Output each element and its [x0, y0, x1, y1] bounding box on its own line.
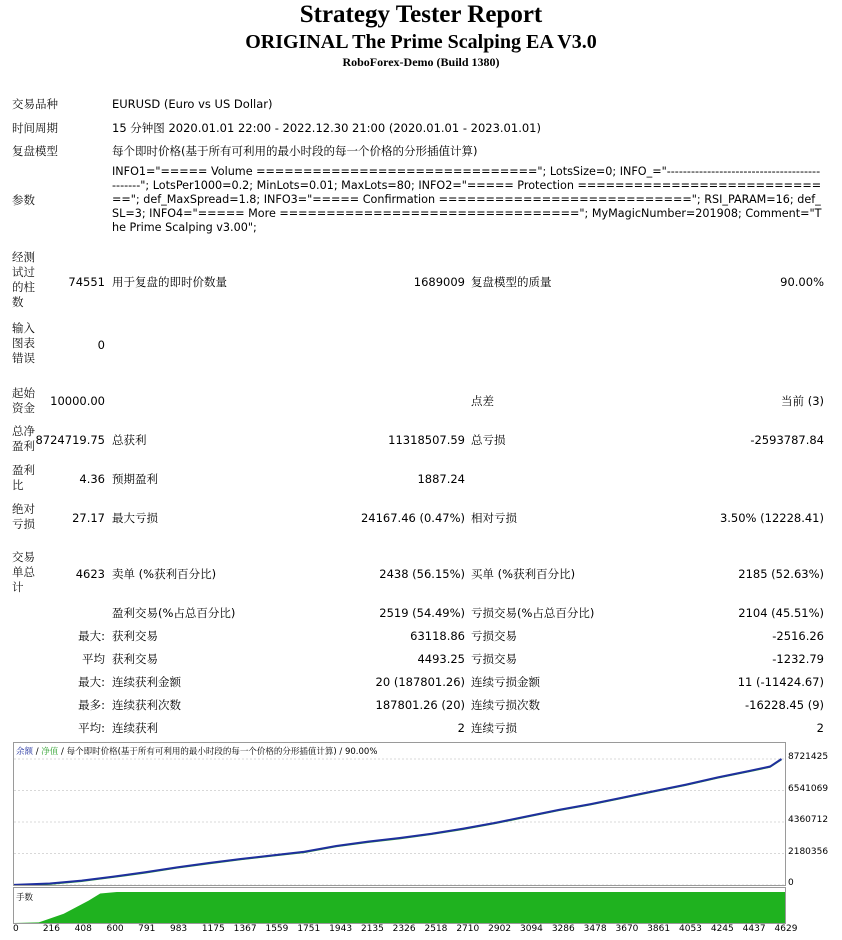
avg-loss-label: 亏损交易: [471, 652, 517, 666]
largest-loss-value: -2516.26: [772, 629, 824, 643]
lots-area: [14, 892, 785, 923]
balance-chart-svg: [14, 743, 785, 885]
net-profit-label: 总净盈利: [12, 424, 35, 453]
lots-chart: [13, 887, 786, 924]
ticks-label: 用于复盘的即时价数量: [112, 275, 227, 289]
x-tick-label: 3286: [551, 924, 575, 934]
x-tick-label: 4629: [774, 924, 798, 934]
total-trades-value: 4623: [75, 567, 105, 581]
x-tick-label: 0: [13, 924, 19, 934]
spread-label: 点差: [471, 394, 494, 408]
x-tick-label: 408: [74, 924, 92, 934]
max-consec-win-value: 20 (187801.26): [375, 675, 465, 689]
legend-balance: 余额: [16, 747, 34, 757]
x-tick-label: 4053: [679, 924, 702, 934]
gross-loss-label: 总亏损: [471, 433, 506, 447]
avg-profit-label: 获利交易: [112, 652, 158, 666]
gross-loss-value: -2593787.84: [750, 433, 824, 447]
largest-profit-label: 获利交易: [112, 629, 158, 643]
x-tick-label: 983: [169, 924, 188, 934]
bars-label: 经测试过的柱数: [12, 250, 35, 309]
x-tick-label: 2518: [424, 924, 448, 934]
expected-payoff-label: 预期盈利: [112, 472, 158, 486]
max-prefix: 最大:: [78, 675, 105, 689]
x-tick-label: 2326: [392, 924, 416, 934]
x-tick-label: 4245: [710, 924, 734, 934]
params-label: 参数: [12, 193, 35, 207]
avg-consec-prefix: 平均:: [78, 721, 105, 735]
profit-factor-value: 4.36: [79, 472, 105, 486]
y-tick-label: 4360712: [788, 815, 829, 825]
x-tick-label: 2135: [360, 924, 384, 934]
x-tick-label: 1943: [329, 924, 353, 934]
profit-factor-label: 盈利比: [12, 463, 35, 492]
server-build: RoboForex-Demo (Build 1380): [342, 55, 500, 69]
avg-consec-win-value: 2: [457, 721, 465, 735]
largest-prefix: 最大:: [78, 629, 105, 643]
x-tick-label: 2710: [456, 924, 480, 934]
x-tick-label: 3670: [615, 924, 639, 934]
errors-label: 输入图表错误: [12, 321, 35, 365]
largest-profit-value: 63118.86: [410, 629, 465, 643]
period-value: 15 分钟图 2020.01.01 22:00 - 2022.12.30 21:00 (2020.01.01 - 2023.01.01): [112, 121, 541, 135]
profit-trades-label: 盈利交易(%占总百分比): [112, 606, 236, 620]
deposit-value: 10000.00: [50, 394, 105, 408]
max-consec-win-label: 连续获利金额: [112, 675, 181, 689]
short-positions-label: 卖单 (%获利百分比): [112, 567, 217, 581]
lots-label: 手数: [16, 893, 34, 903]
quality-label: 复盘模型的质量: [471, 275, 552, 289]
y-tick-label: 0: [788, 878, 794, 888]
expected-payoff-value: 1887.24: [417, 472, 465, 486]
avg-consec-loss-value: 2: [816, 721, 824, 735]
avg-loss-value: -1232.79: [772, 652, 824, 666]
x-tick-label: 3861: [647, 924, 671, 934]
x-tick-label: 3478: [583, 924, 607, 934]
maximal-loss-value: -16228.45 (9): [745, 698, 824, 712]
gross-profit-value: 11318507.59: [388, 433, 465, 447]
x-tick-label: 2902: [488, 924, 512, 934]
loss-trades-label: 亏损交易(%占总百分比): [471, 606, 595, 620]
long-positions-label: 买单 (%获利百分比): [471, 567, 576, 581]
x-tick-label: 4437: [742, 924, 766, 934]
model-value: 每个即时价格(基于所有可利用的最小时段的每一个价格的分形插值计算): [112, 144, 478, 158]
total-trades-label: 交易单总计: [12, 550, 35, 594]
gross-profit-label: 总获利: [112, 433, 147, 447]
chart-legend: [16, 745, 377, 757]
y-tick-label: 8721425: [788, 752, 829, 762]
profit-trades-value: 2519 (54.49%): [379, 606, 465, 620]
y-tick-label: 2180356: [788, 846, 829, 857]
x-tick-label: 1751: [297, 924, 321, 934]
lots-chart-svg: [14, 888, 785, 923]
abs-drawdown-value: 27.17: [72, 511, 105, 525]
params-value: INFO1="===== Volume =============================="; LotsSize=0; INFO_="---------------------------------------------"; LotsPer1000=0.2; MinLots=0.01; MaxLots=80; INFO2="===== Protection ============================"; def_MaxSpread=1.8; INFO3="===== Confirmation ==========================="; RSI_PARAM=16; def_SL=3; INFO4="===== More ================================"; MyMagicNumber=201908; Comment="The Prime Scalping v3.00";: [112, 165, 822, 234]
period-label: 时间周期: [12, 121, 58, 135]
average-prefix: 平均: [82, 652, 105, 666]
x-tick-label: 600: [106, 924, 124, 934]
ticks-value: 1689009: [413, 275, 465, 289]
net-profit-value: 8724719.75: [35, 433, 105, 447]
model-label: 复盘模型: [12, 144, 58, 158]
legend-equity: 净值: [41, 747, 59, 757]
maximal-win-value: 187801.26 (20): [375, 698, 465, 712]
errors-value: 0: [97, 338, 105, 352]
legend-separator: /: [33, 747, 42, 757]
symbol-value: EURUSD (Euro vs US Dollar): [112, 97, 273, 111]
x-tick-label: 1175: [201, 924, 225, 934]
x-tick-label: 1559: [265, 924, 289, 934]
balance-chart: [13, 742, 786, 886]
max-drawdown-label: 最大亏损: [112, 511, 158, 525]
loss-trades-value: 2104 (45.51%): [738, 606, 824, 620]
maximal-win-label: 连续获利次数: [112, 698, 181, 712]
x-tick-label: 216: [42, 924, 60, 934]
x-tick-label: 1367: [233, 924, 257, 934]
rel-drawdown-value: 3.50% (12228.41): [719, 511, 824, 525]
avg-consec-loss-label: 连续亏损: [471, 721, 517, 735]
symbol-label: 交易品种: [12, 97, 58, 111]
bars-value: 74551: [68, 275, 105, 289]
maximal-prefix: 最多:: [78, 698, 105, 712]
x-tick-label: 3094: [520, 924, 543, 934]
max-consec-loss-value: 11 (-11424.67): [737, 675, 824, 689]
rel-drawdown-label: 相对亏损: [471, 511, 517, 525]
max-drawdown-value: 24167.46 (0.47%): [360, 511, 465, 525]
y-tick-label: 6541069: [788, 783, 829, 794]
short-positions-value: 2438 (56.15%): [379, 567, 465, 581]
abs-drawdown-label: 绝对亏损: [12, 502, 35, 531]
legend-model-text: / 每个即时价格(基于所有可利用的最小时段的每一个价格的分形插值计算) / 90.00%: [58, 747, 378, 757]
spread-value: 当前 (3): [781, 394, 824, 408]
avg-profit-value: 4493.25: [417, 652, 465, 666]
maximal-loss-label: 连续亏损次数: [471, 698, 540, 712]
quality-value: 90.00%: [780, 275, 824, 289]
report-title: Strategy Tester Report: [299, 1, 543, 28]
avg-consec-win-label: 连续获利: [112, 721, 158, 735]
largest-loss-label: 亏损交易: [471, 629, 517, 643]
long-positions-value: 2185 (52.63%): [738, 567, 824, 581]
deposit-label: 起始资金: [12, 386, 35, 415]
ea-name: ORIGINAL The Prime Scalping EA V3.0: [245, 31, 597, 53]
max-consec-loss-label: 连续亏损金额: [471, 675, 540, 689]
x-tick-label: 791: [138, 924, 156, 934]
